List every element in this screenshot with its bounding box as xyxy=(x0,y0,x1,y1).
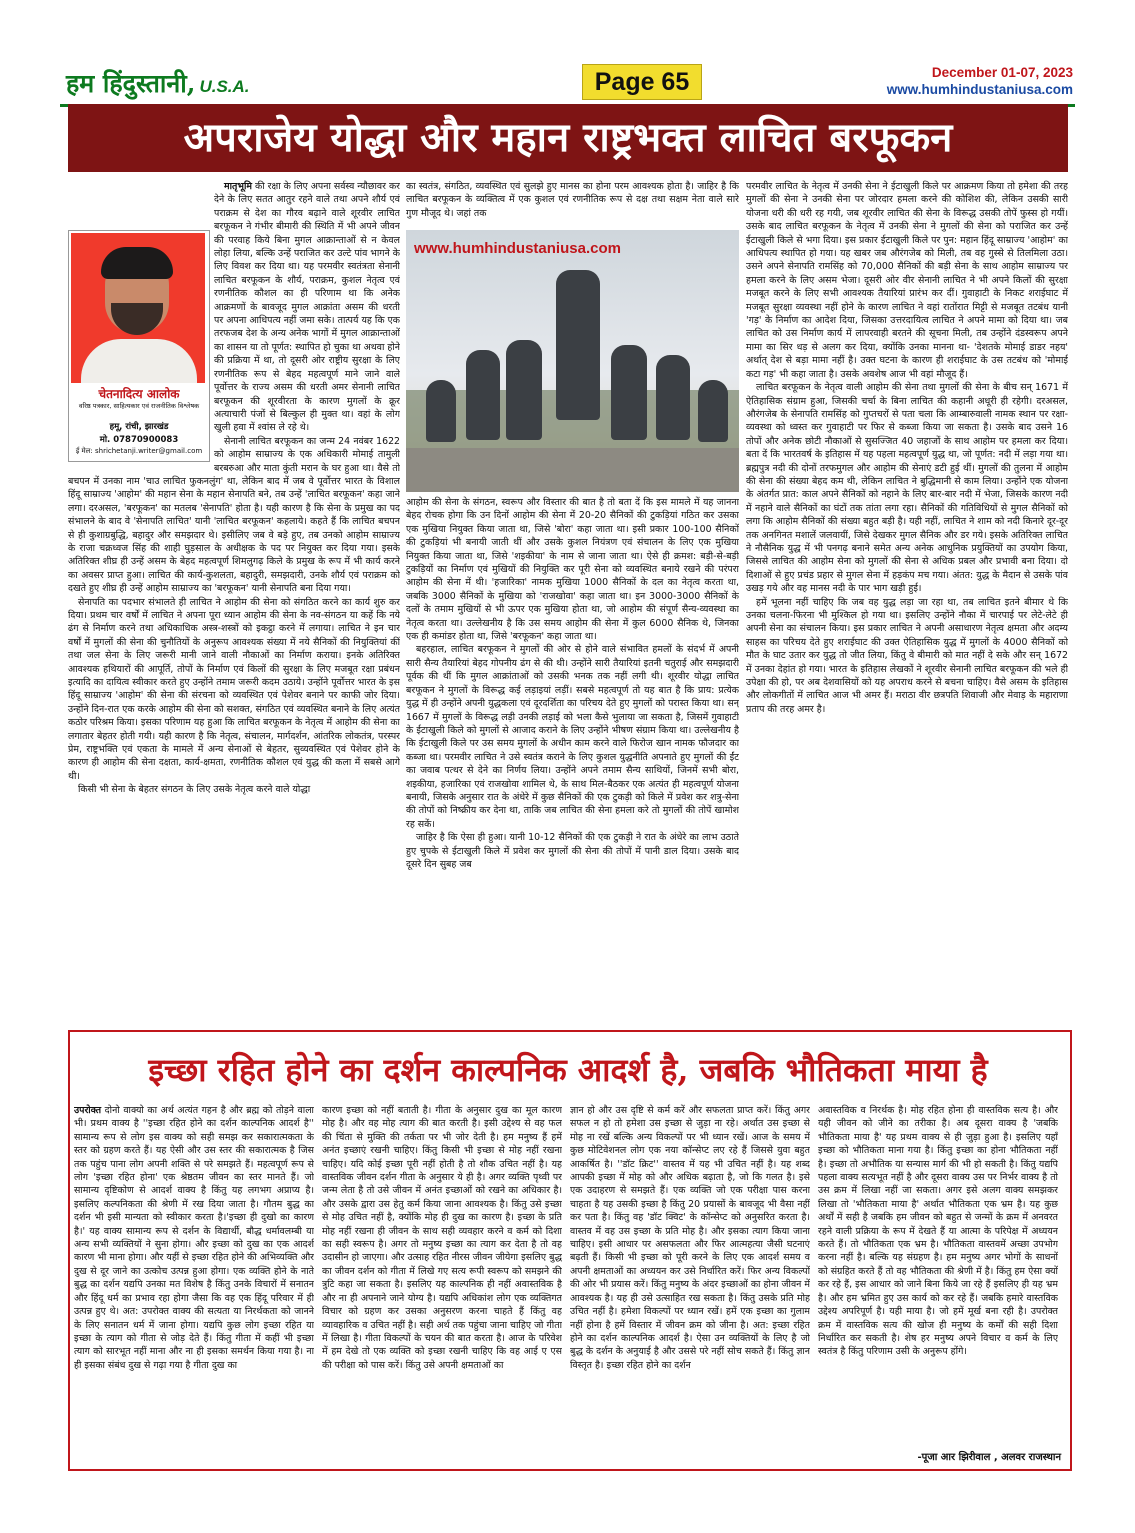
article1-col1-para-1: की रक्षा के लिए अपना सर्वस्व न्यौछावर कर देने के लिए सतत आतुर रहने वाले तथा अपने शौर्य एवं पराक्रम से देश का गौरव बढ़ाने वाले शूरवीर लाचित बरफूकन ने गंभीर बीमारी की स्थिति में भी अपने जीवन की परवाह किये बिना मुगल आक्रान्ताओं से न केवल लोहा लिया, बल्कि उन्हें पराजित कर उल्टे पांव भागने के लिए विवश कर दिया था। यह परमवीर स्वतंत्रता सेनानी लाचित बरफूकन के शौर्य, पराक्रम, कुशल नेतृत्व एवं रणनीतिक कौशल का ही परिणाम था कि अनेक आक्रमणों के बावजूद मुगल आक्रांता असम की धरती पर अपना आधिपत्य नहीं जमा सके। तात्पर्य यह कि एक तरफजब देश के अन्य अनेक भागों में मुगल आक्रान्ताओं का शासन या तो पूर्णत: स्थापित हो चुका था अथवा होने की प्रक्रिया में था, तो दूसरी ओर राष्ट्रीय सुरक्षा के लिए रणनीतिक रूप से बेहद महत्वपूर्ण माने जाने वाले पूर्वोत्तर के राज्य असम की धरती अमर सेनानी लाचित बरफूकन की शूरवीरता के कारण मुगलों के क्रूर अत्याचारी पंजों से बिल्कुल ही मुक्त था। वहां के लोग खुली हवा में श्वांस ले रहे थे। xyxy=(214,181,400,434)
author-photo-shirt xyxy=(81,339,197,383)
article1-col2-intro: का स्वतंत्र, संगठित, व्यवस्थित एवं सुलझे हुए मानस का होना परम आवश्यक होता है। जाहिर है कि लाचित बरफूकन के व्यक्तित्व में एक कुशल एवं रणनीतिक रूप से दक्ष तथा सक्षम नेता वाले सारे गुण मौजूद थे। जहां तक xyxy=(406,181,739,219)
article1-headline: अपराजेय योद्धा और महान राष्ट्रभक्त लाचित बरफूकन xyxy=(68,104,1068,172)
article2-column-1 xyxy=(74,1104,314,1444)
article1-col2-para-1: आहोम की सेना के संगठन, स्वरूप और विस्तार की बात है तो बता दें कि इस मामले में यह जानना बेहद रोचक होगा कि उन दिनों आहोम की सेना में 20-20 सैनिकों की टुकड़ियां गठित कर उसका एक मुखिया नियुक्त किया जाता था, जिसे 'बोरा' कहा जाता था। इसी प्रकार 100-100 सैनिकों की टुकड़ियां भी बनायी जाती थीं और उसके कुशल नियंत्रण एवं संचालन के लिए एक मुखिया नियुक्त किया जाता था, जिसे 'शइकीया' के नाम से जाना जाता था। ऐसे ही क्रमश: बड़ी-से-बड़ी टुकड़ियों का निर्माण एवं मुखियों की नियुक्ति कर पूरी सेना को व्यवस्थित बनाये रखने की परंपरा आहोम की सेना में थी। 'हजारिका' नामक मुखिया 1000 सैनिकों के दल का नेतृत्व करता था, जबकि 3000 सैनिकों के मुखिया को 'राजखोवा' कहा जाता था। इन 3000-3000 सैनिकों के दलों के तमाम मुखियों से भी ऊपर एक मुखिया होता था, जो आहोम की संपूर्ण सैन्य-व्यवस्था का नेतृत्व करता था। उल्लेखनीय है कि उस समय आहोम की सेना में कुल 6000 सैनिक थे, जिनका एक ही कमांडर होता था, जिसे 'बरफूकन' कहा जाता था। xyxy=(406,497,739,643)
article2-col3-text: ज्ञान हो और उस दृष्टि से कर्म करें और सफलता प्राप्त करें। किंतु अगर सफल न हो तो हमेशा उस इच्छा से जुड़ा ना रहे। अर्थात उस इच्छा से मोह ना रखें बल्कि अन्य विकल्पों पर भी ध्यान रखें। आज के समय में कुछ मोटिवेशनल लोग एक नया कॉन्सेप्ट लए रहे हैं जिससे युवा बहुत आकर्षित है। ''डॉट क्रिट'' वास्तव में यह भी उचित नहीं है। यह शब्द आपकी इच्छा में मोह को और अधिक बढ़ाता है, जो कि गलत है। इसे एक उदाहरण से समझते हैं। एक व्यक्ति जो एक परीक्षा पास करना चाहता है यह उसकी इच्छा है किंतु 20 प्रयासों के बावजूद भी वैसा नहीं कर पता है। किंतु वह 'डॉट क्विट' के कॉन्सेप्ट को अनुसरित करता है। वास्तव में वह उस इच्छा के प्रति मोह है। और इसका त्याग किया जाना चाहिए। इसी आधार पर असफलता और फिर आत्महत्या जैसी घटनाएं बढ़ती हैं। किसी भी इच्छा को पूरी करने के लिए एक आदर्श समय व अपनी क्षमताओं का अध्ययन कर उसे निर्धारित करें। फिर अन्य विकल्पों की ओर भी प्रयास करें। किंतु मनुष्य के अंदर इच्छाओं का होना जीवन में आवश्यक है। यह ही उसे उत्साहित रख सकता है। किंतु उसके प्रति मोह उचित नहीं है। हमेशा विकल्पों पर ध्यान रखें। हमें एक इच्छा का गुलाम नहीं होना है हमें विस्तार में जीवन क्रम को जीना है। अत: इच्छा रहित होने का दर्शन काल्पनिक आदर्श है। ऐसा उन व्यक्तियों के लिए है जो बुद्ध के दर्शन के अनुयाई है और उससे परे नहीं सोच सकते हैं। किंतु ज्ञान विस्तृत है। इच्छा रहित होने का दर्शन xyxy=(570,1105,810,1371)
statue-base xyxy=(406,448,739,492)
author-name: चेतनादित्य आलोक xyxy=(98,387,180,401)
article2-col1-text: दोनो वाक्यो का अर्थ अत्यंत गहन है और ब्रह्म को तोड़ने वाला भी। प्रथम वाक्य है ''इच्छा रहित होने का दर्शन काल्पनिक आदर्श है'' सामान्य रूप से लोग इस वाक्य को सही समझ कर सकारात्मकता के स्तर को ग्रहण करते हैं। यह ऐसी और उस स्तर की सकारात्मक है जिस तक पहुंच पाना लोग अपनी शक्ति से परे समझते हैं। महत्वपूर्ण रूप से लोग 'इच्छा रहित होना' एक श्रेष्ठतम जीवन का स्तर मानते हैं। जो सामान्य दृष्टिकोण से आदर्श वाक्य है किंतु यह लगभग अप्राप्य है। इसलिए कल्पनिकता की श्रेणी में रख दिया जाता है। गौतम बुद्ध का दर्शन भी इसी मान्यता को स्वीकार करता है।'इच्छा ही दुखो का कारण है।' यह वाक्य सामान्य रूप से दर्शन के विद्यार्थी, बौद्ध धर्मावलम्बी या अन्य सभी व्यक्तियों ने सुना होगा। और इच्छा को दुख का एक आदर्श कारण भी माना होगा। और यहीं से इच्छा रहित होने की अभिव्यक्ति और दुख से दूर जाने का उत्कोच उत्पन्न हुआ होगा। एक व्यक्ति होने के नाते बुद्ध का दर्शन यद्यपि उनका मत विशेष है किंतु उनके विचारों में सनातन और हिंदू धर्म का प्रभाव रहा होगा जैसा कि वह एक हिंदू परिवार में ही उत्पन्न हुए थे। अत: उपरोक्त वाक्य की सत्यता या निरर्थकता को जानने के लिए सनातन धर्म में जाना होगा। यद्यपि कुछ लोग इच्छा रहित या इच्छा के त्याग को गीता से जोड़ देते हैं। किंतु गीता में कहीं भी इच्छा त्याग को सारभूत नहीं माना और ना ही इसका समर्थन किया गया है। ना ही इसका संबंध दुख से गढ़ा गया है गीता दुख का xyxy=(74,1105,314,1371)
article1-column-3 xyxy=(746,180,1068,1018)
article1-column-2-top xyxy=(406,180,739,230)
page-header xyxy=(60,66,1075,100)
article2-signature: -पूजा आर झिरीवाल , अलवर राजस्थान xyxy=(917,1452,1061,1463)
statue-figure xyxy=(426,380,456,442)
article1-col2-para-3: जाहिर है कि ऐसा ही हुआ। यानी 10-12 सैनिकों की एक टुकड़ी ने रात के अंधेरे का लाभ उठाते हुए चुपके से ईटाखुली किले में प्रवेश कर मुगलों की सेना की तोपों में पानी डाल दिया। उसके बाद दूसरे दिन सुबह जब xyxy=(406,832,739,870)
author-role: वरिष्ठ पत्रकार, साहित्यकार एवं राजनीतिक विश्लेषक xyxy=(78,402,200,410)
newspaper-page xyxy=(60,60,1075,1470)
article2-column-4 xyxy=(818,1104,1058,1444)
header-meta xyxy=(887,64,1073,98)
statue-figure xyxy=(466,350,500,440)
statue-photo xyxy=(406,230,739,492)
article1-col2-para-2: बहरहाल, लाचित बरफूकन ने मुगलों की ओर से होने वाले संभावित हमलों के संदर्भ में अपनी सारी सैन्य तैयारियां बेहद गोपनीय ढंग से की थी। उन्होंने सारी तैयारियां इतनी चतुराई और समझदारी पूर्वक की थीं कि मुगल आक्रांताओं को उसकी भनक तक नहीं लगी थी। शूरवीर योद्धा लाचित बरफूकन ने मुगलों के विरूद्ध कई लड़ाइयां लड़ीं। सबसे महत्वपूर्ण तो यह बात है कि प्राय: प्रत्येक युद्ध में ही उन्होंने अपनी युद्धकला एवं दूरदर्शिता का परिचय देते हुए मुगलों को परास्त किया था। सन् 1667 में मुगलों के विरूद्ध लड़ी उनकी लड़ाई को भला कैसे भुलाया जा सकता है, जिसमें गुवाहाटी के ईटाखुली किले को मुगलों से आजाद कराने के लिए उन्होंने भीषण संग्राम किया था। उल्लेखनीय है कि ईटाखुली किले पर उस समय मुगलों के अधीन काम करने वाले फिरोज खान नामक फौजदार का कब्जा था। परमवीर लाचित ने उसे स्वतंत्र कराने के लिए कुशल युद्धनीति अपनाते हुए मुगलों की ईंट का जवाब पत्थर से देने का निर्णय लिया। उन्होंने अपने तमाम सैन्य साथियों, जिनमें सभी बोरा, शइकीया, हजारिका एवं राजखोवा शामिल थे, के साथ मिल-बैठकर एक अत्यंत ही महत्वपूर्ण योजना बनायी, जिसके अनुसार रात के अंधेरे में कुछ सैनिकों की एक टुकड़ी को किले में प्रवेश कर शत्रु-सेना की तोपों को निष्क्रीय कर देना था, ताकि जब लाचित की सेना हमला करे तो मुगलों की तोपें खामोश रह सकें। xyxy=(406,644,739,830)
website-link[interactable]: www.humhindustaniusa.com xyxy=(886,82,1073,97)
article1-column-2 xyxy=(406,496,739,1018)
article2-headline: इच्छा रहित होने का दर्शन काल्पनिक आदर्श है, जबकि भौतिकता माया है xyxy=(148,1051,988,1089)
page-number-badge: Page 65 xyxy=(582,64,702,100)
article1-col3-para-3: हमें भूलना नहीं चाहिए कि जब वह युद्ध लड़ा जा रहा था, तब लाचित इतने बीमार थे कि उनका चलना-फिरना भी मुश्किल हो गया था। इसलिए उन्होंने नौका में चारपाई पर लेटे-लेटे ही अपनी सेना का संचालन किया। इस प्रकार लाचित ने अपनी असाधारण नेतृत्व क्षमता और अदम्य साहस का परिचय देते हुए शराईघाट की उक्त ऐतिहासिक युद्ध में मुगलों के 4000 सैनिकों को मौत के घाट उतार कर युद्ध तो जीत लिया, किंतु वे बीमारी को मात नहीं दे सके और सन् 1672 में उनका देहांत हो गया। भारत के इतिहास लेखकों ने शूरवीर सेनानी लाचित बरफूकन की भले ही उपेक्षा की हो, पर अब देशवासियों को यह अपराध करने से बचना चाहिए। वैसे असम के इतिहास और लोकगीतों में लाचित आज भी अमर हैं। मराठा वीर छत्रपति शिवाजी और मेवाड़ के महाराणा प्रताप की तरह अमर है। xyxy=(746,596,1068,715)
statue-figure xyxy=(698,380,728,442)
masthead xyxy=(66,66,250,100)
article1-col1-para-3: सेनापति का पदभार संभालते ही लाचित ने आहोम की सेना को संगठित करने का कार्य शुरु कर दिया। प्रथम चार वर्षों में लाचित ने अपना पूरा ध्यान आहोम की सेना के नव-संगठन या कहें कि नये ढंग से निर्माण करने तथा अधिकाधिक अस्त्र-शस्त्रों को इकट्ठा करने में लगाया। लाचित ने इन चार वर्षों में मुगलों की सेना की चुनौतियों के अनुरूप आवश्यक संख्या में नये सैनिकों की नियुक्तियां कीं तथा जल सेना के लिए जरूरी मानी जाने वाली नौकाओं का निर्माण कराया। इनके अतिरिक्त आवश्यक हथियारों की आपूर्ति, तोपों के निर्माण एवं किलों की सुरक्षा के लिए मजबूत रक्षा प्रबंधन इत्यादि का दायित्व स्वीकार करते हुए उन्होंने तमाम जरूरी कदम उठाये। उन्होंने पूर्वोत्तर भारत के इस हिंदू साम्राज्य 'आहोम' की सेना की संरचना को व्यवस्थित एवं पेशेवर बनाने पर काफी जोर दिया। उन्होंने दिन-रात एक करके आहोम की सेना को सशक्त, संगठित एवं व्यवस्थित बनाने के लिए अत्यंत कठोर परिश्रम किया। इसका परिणाम यह हुआ कि लाचित बरफूकन के नेतृत्व में आहोम की सेना का लगातार बेहतर होती गयी। यही कारण है कि नेतृत्व, संचालन, मार्गदर्शन, आंतरिक लोकतंत्र, परस्पर प्रेम, राष्ट्रभक्ति एवं एकता के मामले में अन्य सेनाओं से बेहतर, सुव्यवस्थित एवं पेशेवर होने के कारण ही आहोम की सेना दक्षता, कार्य-क्षमता, रणनीतिक कौशल एवं युद्ध की कला में सबसे आगे थी। xyxy=(68,596,400,782)
masthead-suffix: U.S.A. xyxy=(199,77,250,96)
issue-date: December 01-07, 2023 xyxy=(931,65,1073,80)
author-card xyxy=(68,230,210,462)
article2-column-3 xyxy=(570,1104,810,1444)
masthead-title: हम हिंदुस्तानी, xyxy=(66,69,196,98)
author-photo-hair xyxy=(101,247,173,279)
article1-col3-para-2: लाचित बरफूकन के नेतृत्व वाली आहोम की सेना तथा मुगलों की सेना के बीच सन् 1671 में ऐतिहासिक संग्राम हुआ, जिसकी चर्चा के बिना लाचित की कहानी अधूरी ही रहेगी। दरअसल, औरंगजेब के सेनापति रामसिंह को गुप्तचरों से पता चला कि आम्बारुवाली नामक स्थान पर रक्षा-व्यवस्था को ध्वस्त कर गुवाहाटी पर फिर से कब्जा किया जा सकता है। उसके बाद उसने 16 तोपों और अनेक छोटी नौकाओं से सुसज्जित 40 जहाजों के साथ आहोम पर हमला कर दिया। बता दें कि भारतवर्ष के इतिहास में यह पहला महत्वपूर्ण युद्ध था, जो पूर्णत: नदी में लड़ा गया था। ब्रह्मपुत्र नदी की दोनों तरफमुगल और आहोम की सेनाएं डटी हुई थीं। मुगलों की तुलना में आहोम की सेना की संख्या बेहद कम थी, लेकिन लाचित ने बुद्धिमानी से काम लिया। उन्होंने एक योजना के अंतर्गत प्रात: काल अपने सैनिकों को नहाने के लिए बार-बार नदी में भेजा, जिसके कारण नदी में नहाने वाले सैनिकों का घंटों तक तांता लगा रहा। सैनिकों की गतिविधियों से मुगल सैनिकों को लगा कि आहोम सैनिकों की संख्या बहुत बड़ी है। यही नहीं, लाचित ने शाम को नदी किनारे दूर-दूर तक अनगिनत मशालें जलवायीं, जिसे देखकर मुगल सैनिक और डर गये। इसके अतिरिक्त लाचित ने नौसैनिक युद्ध में भी पनगढ़ बनाने समेत अन्य अनेक आधुनिक प्रयुक्तियों का उपयोग किया, जिससे लाचित की आहोम सेना को मुगलों की सेना से अधिक प्रबल और प्रभावी बना दिया। दो दिशाओं से हुए प्रचंड प्रहार से मुगल सेना में हड़कंप मच गया। अंतत: युद्ध के मैदान से उसके पांव उखड़ गये और वह मानस नदी के पार भाग खड़ी हुई। xyxy=(746,382,1068,595)
article2-column-2 xyxy=(322,1104,562,1444)
statue-figure-leader xyxy=(556,270,600,420)
statue-figure xyxy=(611,345,647,440)
article1-col1-para-2: सेनानी लाचित बरफूकन का जन्म 24 नवंबर 1622 को आहोम साम्राज्य के एक अधिकारी मोमाई तामुली बरबरुआ और माता कुंती मरान के घर हुआ था। वैसे तो बचपन में उनका नाम 'चाउ लाचित फुकनलुंग' था, लेकिन बाद में जब वे पूर्वोत्तर भारत के विशाल हिंदू साम्राज्य 'आहोम' की महान सेना के महान सेनापति बने, तब उन्हें 'लाचित बरफूकन' कहा जाने लगा। दरअसल, 'बरफूकन' का मतलब 'सेनापति' होता है। यही कारण है कि सेना के प्रमुख का पद संभालने के बाद वे 'सेनापति लाचित' यानी 'लाचित बरफूकन' कहलाये। कहते हैं कि लाचित बचपन से ही कुशाग्रबुद्धि, बहादुर और समझदार थे। इसीलिए जब वे बड़े हुए, तब उनको आहोम साम्राज्य के राजा चक्रध्वज सिंह की शाही घुड़साल के अधीक्षक के पद पर नियुक्त कर दिया गया। इसके अतिरिक्त शीघ्र ही उन्हें असम के बेहद महत्वपूर्ण शिमलुगढ़ किले के प्रमुख के रूप में भी कार्य करने का अवसर प्राप्त हुआ। लाचित की कार्य-कुशलता, बहादुरी, समझदारी, उनके शौर्य एवं पराक्रम को दखते हुए शीघ्र ही उन्हें आहोम साम्राज्य का 'बरफूकन' यानी सेनापति बना दिया गया। xyxy=(68,435,400,595)
article1-col3-para-1: परमवीर लाचित के नेतृत्व में उनकी सेना ने ईटाखुली किले पर आक्रमण किया तो हमेशा की तरह मुगलों की सेना ने उनकी सेना पर जोरदार हमला करने की कोशिश की, लेकिन उसकी सारी योजना धरी की धरी रह गयी, जब शूरवीर लाचित की सेना के विरूद्ध उसकी तोपें फुस्स हो गयीं। उसके बाद लाचित बरफूकन के नेतृत्व में उनकी सेना ने मुगलों की सेना को पराजित कर उन्हें ईटाखुली किले से भगा दिया। इस प्रकार ईटाखुली किले पर पुन: महान हिंदू साम्राज्य 'आहोम' का आधिपत्य स्थापित हो गया। यह खबर जब औरंगजेब को मिली, तब वह गुस्से से तिलमिला उठा। उसने अपने सेनापति रामसिंह को 70,000 सैनिकों की बड़ी सेना के साथ आहोम साम्राज्य पर हमला करने के लिए असम भेजा। दूसरी ओर वीर सेनानी लाचित ने भी अपने किलों की सुरक्षा मजबूत करने के लिए सभी आवश्यक तैयारियां प्रारंभ कर दीं। गुवाहाटी के निकट शराईघाट में मजबूत सुरक्षा व्यवस्था नहीं होने के कारण लाचित ने वहां रातोंरात मिट्टी से मजबूत तटबंध यानी 'गड़' के निर्माण का आदेश दिया, जिसका उत्तरदायित्व लाचित ने अपने मामा को दिया था। जब लाचित को उस निर्माण कार्य में लापरवाही बरतने की सूचना मिली, तब उन्होंने दंडस्वरूप अपने मामा का सिर धड़ से अलग कर दिया, क्योंकि उनका मानना था- 'देशतके मोमाई डाडर नहय' अर्थात् देश से बड़ा मामा नहीं है। उक्त घटना के कारण ही शराईघाट के उस तटबंध को 'मोमाई कटा गड़' भी कहा जाता है। उसके अवशेष आज भी वहां मौजूद हैं। xyxy=(746,181,1068,380)
statue-figure xyxy=(656,355,690,440)
article2-col2-text: कारण इच्छा को नहीं बताती है। गीता के अनुसार दुख का मूल कारण मोह है। और वह मोह त्याग की बात करती है। इसी उद्देश्य से वह फल की चिंता से मुक्ति की तर्कता पर भी जोर देती है। हम मनुष्य हैं हमें अनंत इच्छाएं रखनी चाहिए। किंतु किसी भी इच्छा से मोह नहीं रखना चाहिए। यदि कोई इच्छा पूरी नहीं होती है तो शौक उचित नहीं है। यह वास्तविक जीवन दर्शन गीता के अनुसार ये ही है। अगर व्यक्ति पृथ्वी पर जन्म लेता है तो उसे जीवन में अनंत इच्छाओं को रखने का अधिकार है। और उसके द्वारा उस हेतु कर्म किया जाना आवश्यक है। किंतु उसे इच्छा से मोह उचित नहीं है, क्योंकि मोह ही दुख का कारण है। इच्छा के प्रति मोह नहीं रखना ही जीवन के साथ सही व्यवहार करने व कर्म को दिशा का सही स्वरूप है। अगर तो मनुष्य इच्छा का त्याग कर देता है तो वह उदासीन हो जाएगा। और उत्साह रहित नीरस जीवन जीयेगा इसलिए बुद्ध का जीवन दर्शन को गीता में लिखे गए सत्य रूपी स्वरूप को समझने की त्रुटि कहा जा सकता है। इसलिए यह काल्पनिक ही नहीं अवास्तविक है और ना ही अपनाने जाने योग्य है। यद्यपि अधिकांश लोग एक व्यक्तिगत विचार को ग्रहण कर उसका अनुसरण करना चाहते हैं किंतु वह व्यावहारिक व उचित नहीं है। सही अर्थ तक पहुंचा जाना चाहिए जो गीता में लिखा है। गीता विकल्पों के चयन की बात करता है। आज के परिवेश में हम देखे तो एक व्यक्ति को इच्छा रखनी चाहिए कि वह आई ए एस की परीक्षा को पास करें। किंतु उसे अपनी क्षमताओं का xyxy=(322,1105,562,1371)
photo-watermark: www.humhindustaniusa.com xyxy=(414,240,621,257)
author-photo xyxy=(71,233,205,383)
article1-lead-word: मातृभूमि xyxy=(224,181,253,192)
statue-figure xyxy=(506,340,542,440)
author-email: ई मेल: shrichetanji.writer@gmail.com xyxy=(75,447,203,455)
article2-col4-text: अवास्तविक व निरर्थक है। मोह रहित होना ही वास्तविक सत्य है। और यही जीवन को जीने का तरीका है। अब दूसरा वाक्य है 'जबकि भौतिकता माया है' यह प्रथम वाक्य से ही जुड़ा हुआ है। इसलिए यहाँ इच्छा को भौतिकता माना गया है। किंतु इच्छा का होना भौतिकता नहीं है। इच्छा तो अभौतिक या सन्यास मार्ग की भी हो सकती है। किंतु यद्यपि पहला वाक्य सत्यभूत नहीं है और दूसरा वाक्य उस पर निर्भर वाक्य है तो उस क्रम में लिखा नहीं जा सकता। अगर इसे अलग वाक्य समझकर लिखा तो 'भौतिकता माया है' अर्थात भौतिकता एक भ्रम है। यह कुछ अर्थों में सही है जबकि हम जीवन को बहुत से जन्मों के क्रम में अनवरत रहने वाली प्रक्रिया के रूप में देखते हैं या आत्मा के परिपेक्ष में अध्ययन करते हैं। तो भौतिकता एक भ्रम है। भौतिकता वास्तवमें अच्छा उपभोग करना नहीं है। बल्कि यह संग्रहण है। हम मनुष्य अगर भोगों के साधनों को संग्रहित करते हैं तो वह भौतिकता की श्रेणी में है। किंतु हम ऐसा क्यों कर रहे हैं, इस आधार को जाने बिना किये जा रहे हैं इसलिए ही यह भ्रम है। और हम भ्रमित हुए उस कार्य को कर रहे हैं। जबकि हमारे वास्तविक उद्देश्य अपरिपूर्ण है। यही माया है। जो हमें मूर्ख बना रही है। उपरोक्त क्रम में वास्तविक सत्य की खोज ही मनुष्य के कर्मों की सही दिशा निर्धारित कर सकती है। शेष हर मनुष्य अपने विचार व कर्म के लिए स्वतंत्र है किंतु परिणाम उसी के अनुरूप होंगे। xyxy=(818,1105,1058,1358)
article2-lead-word: उपरोक्त xyxy=(74,1105,102,1116)
author-city: हमू, रांची, झारखंड xyxy=(109,422,169,432)
article1-col1-para-4: किसी भी सेना के बेहतर संगठन के लिए उसके नेतृत्व करने वाले योद्धा xyxy=(78,784,311,796)
author-mobile: मो. 07870900083 xyxy=(99,435,179,445)
author-photo-beard xyxy=(111,303,163,335)
